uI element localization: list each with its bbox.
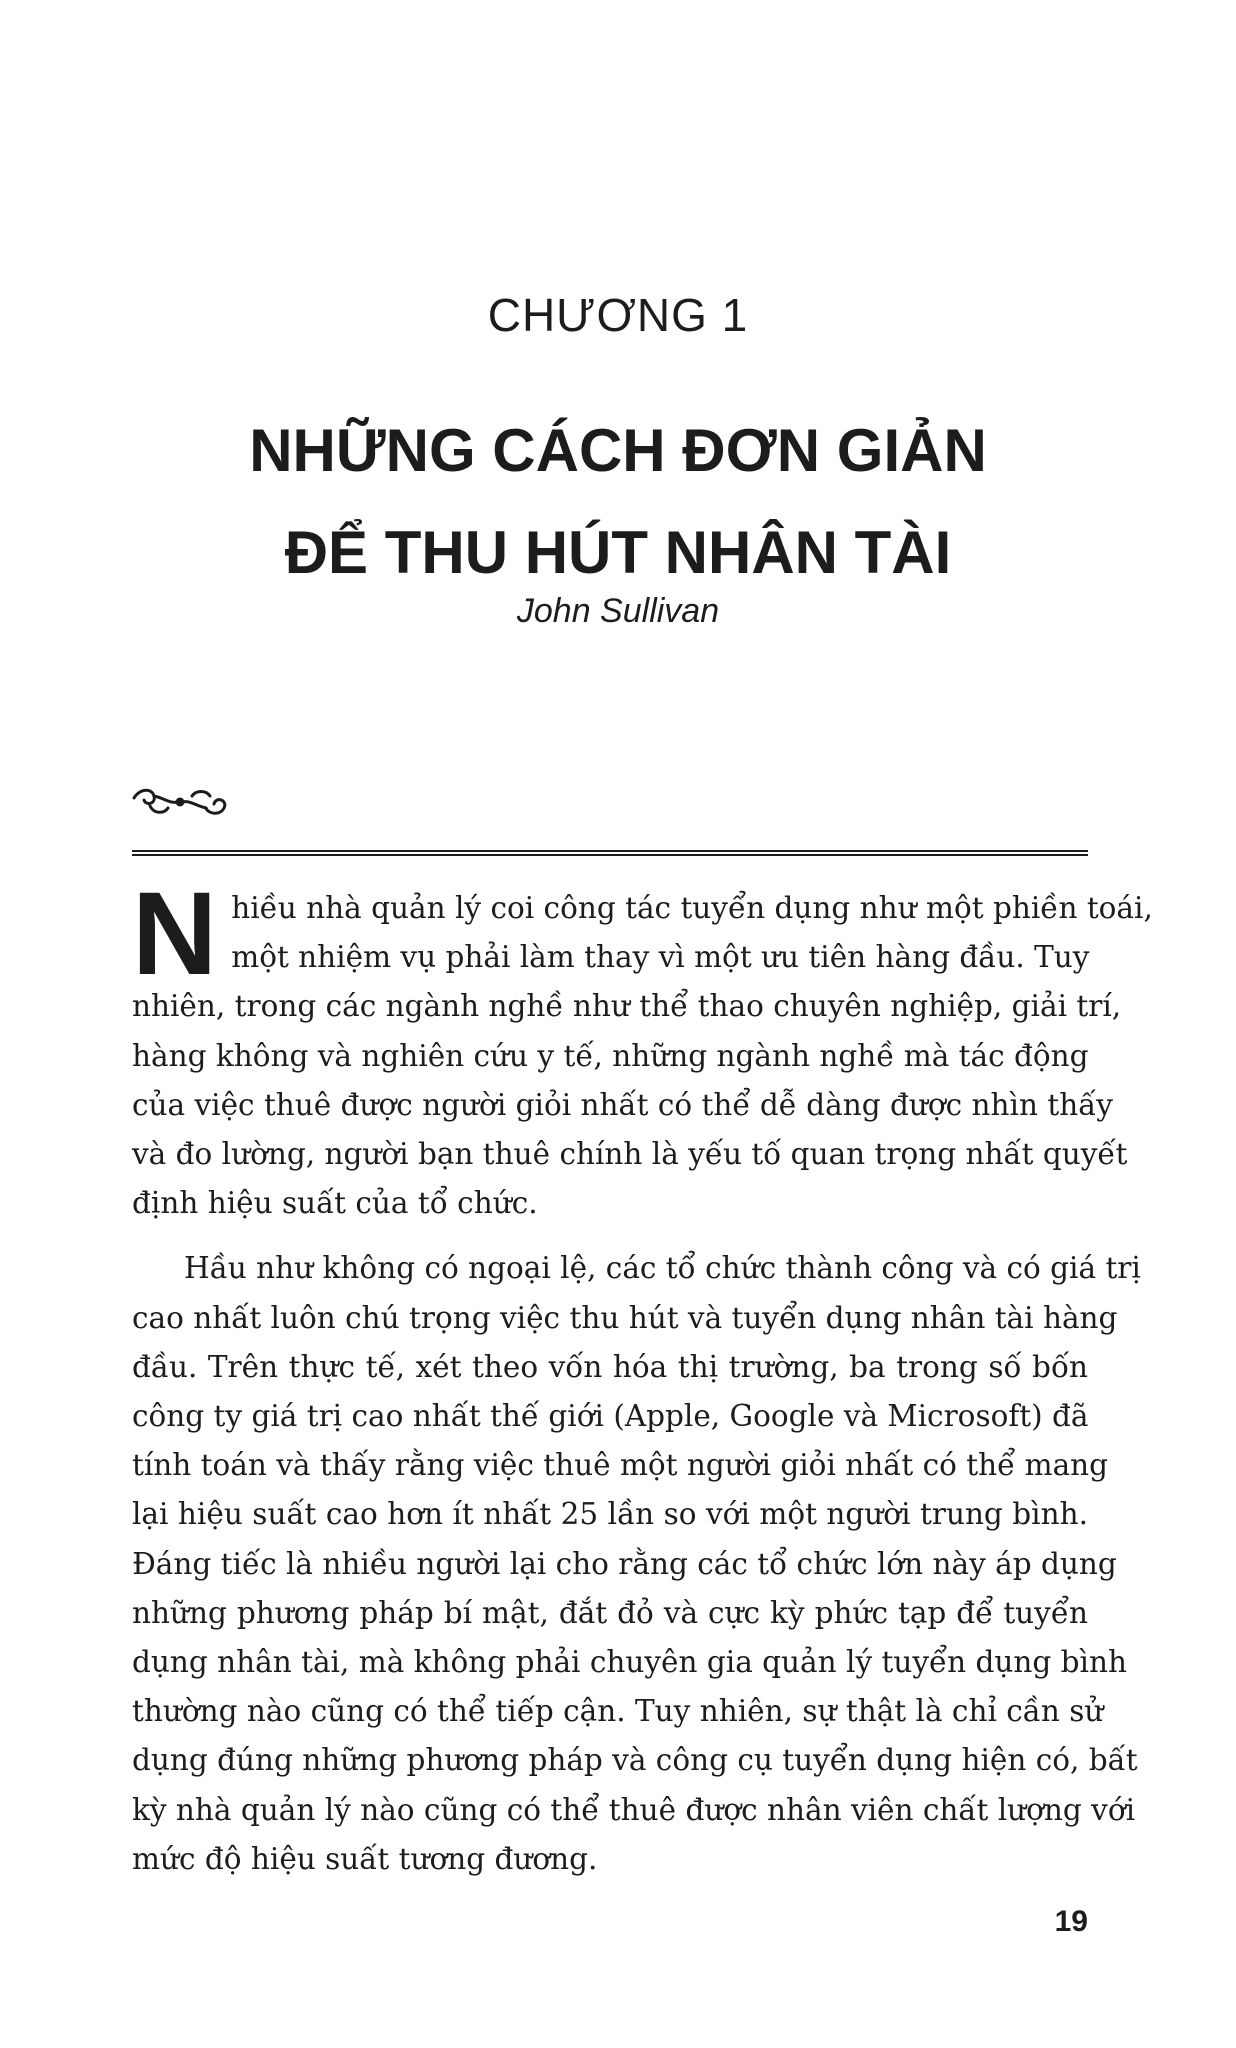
paragraph-line: của việc thuê được người giỏi nhất có thể dễ dàng được nhìn thấy xyxy=(132,1087,1113,1122)
paragraph-line: và đo lường, người bạn thuê chính là yếu tố quan trọng nhất quyết xyxy=(132,1137,1128,1172)
chapter-title xyxy=(0,400,1236,604)
paragraph-line: những phương pháp bí mật, đắt đỏ và cực kỳ phức tạp để tuyển xyxy=(132,1595,1088,1630)
chapter-label: CHƯƠNG 1 xyxy=(487,289,749,341)
paragraph-line: Hầu như không có ngoại lệ, các tổ chức thành công và có giá trị xyxy=(184,1251,1141,1286)
paragraph-line: lại hiệu suất cao hơn ít nhất 25 lần so với một người trung bình. xyxy=(132,1497,1088,1532)
page-number: 19 xyxy=(1054,1905,1088,1938)
paragraph-line: định hiệu suất của tổ chức. xyxy=(132,1186,538,1221)
paragraph-line: mức độ hiệu suất tương đương. xyxy=(132,1841,598,1876)
paragraph-line: dụng đúng những phương pháp và công cụ tuyển dụng hiện có, bất xyxy=(132,1743,1138,1778)
paragraph-line: thường nào cũng có thể tiếp cận. Tuy nhiên, sự thật là chỉ cần sử xyxy=(132,1694,1104,1729)
paragraph-line: tính toán và thấy rằng việc thuê một người giỏi nhất có thể mang xyxy=(132,1448,1109,1483)
fleuron-ornament-icon xyxy=(130,784,230,820)
paragraph-line: nhiên, trong các ngành nghề như thể thao chuyên nghiệp, giải trí, xyxy=(132,989,1122,1024)
paragraph-1 xyxy=(132,868,1153,1228)
paragraph-line: dụng nhân tài, mà không phải chuyên gia quản lý tuyển dụng bình xyxy=(132,1645,1127,1680)
chapter-title-line-2: ĐỂ THU HÚT NHÂN TÀI xyxy=(284,519,952,586)
chapter-body xyxy=(132,868,1153,1900)
paragraph-line: hiều nhà quản lý coi công tác tuyển dụng như một phiền toái, xyxy=(231,891,1153,925)
paragraph-line: cao nhất luôn chú trọng việc thu hút và tuyển dụng nhân tài hàng xyxy=(132,1300,1118,1335)
paragraph-line: đầu. Trên thực tế, xét theo vốn hóa thị trường, ba trong số bốn xyxy=(132,1349,1088,1384)
paragraph-line: một nhiệm vụ phải làm thay vì một ưu tiên hàng đầu. Tuy xyxy=(231,940,1090,975)
section-divider-rule xyxy=(132,850,1088,856)
paragraph-line: Đáng tiếc là nhiều người lại cho rằng các tổ chức lớn này áp dụng xyxy=(132,1546,1117,1581)
chapter-title-line-1: NHỮNG CÁCH ĐƠN GIẢN xyxy=(249,417,987,484)
paragraph-line: công ty giá trị cao nhất thế giới (Apple, Google và Microsoft) đã xyxy=(132,1399,1089,1434)
chapter-author: John Sullivan xyxy=(516,592,720,630)
paragraph-line: hàng không và nghiên cứu y tế, những ngành nghề mà tác động xyxy=(132,1038,1089,1073)
paragraph-line: kỳ nhà quản lý nào cũng có thể thuê được nhân viên chất lượng với xyxy=(132,1792,1136,1827)
paragraph-2 xyxy=(132,1244,1141,1884)
drop-cap: N xyxy=(132,868,218,1000)
